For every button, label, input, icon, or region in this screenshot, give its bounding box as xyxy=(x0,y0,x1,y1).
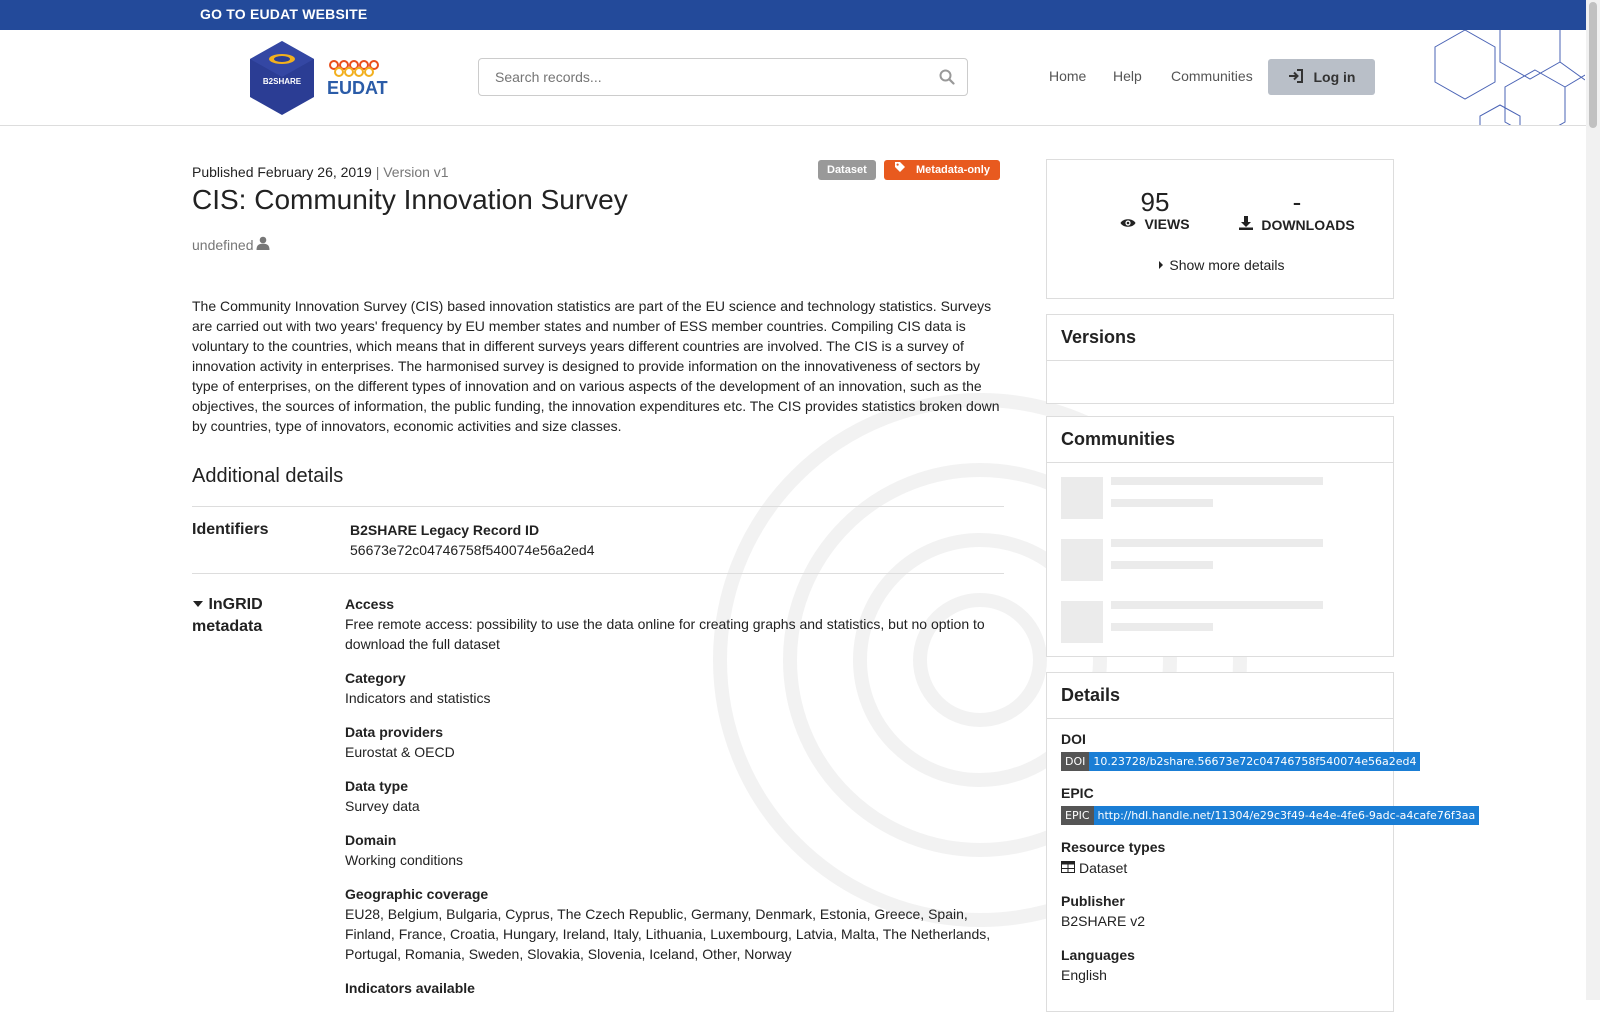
field-key: Category xyxy=(345,670,406,686)
b2share-eudat-logo[interactable] xyxy=(248,39,393,122)
metadata-only-badge xyxy=(884,160,1000,180)
search-box xyxy=(478,58,968,96)
table-icon xyxy=(1061,860,1075,876)
ingrid-metadata-fields xyxy=(345,594,995,1012)
language-value: English xyxy=(1061,967,1107,983)
sign-in-icon xyxy=(1288,69,1304,86)
tag-icon xyxy=(894,160,906,180)
eudat-website-link[interactable]: GO TO EUDAT WEBSITE xyxy=(200,6,368,22)
identifier-value: 56673e72c04746758f540074e56a2ed4 xyxy=(350,542,595,558)
communities-panel xyxy=(1046,416,1394,657)
additional-details-heading: Additional details xyxy=(192,465,344,487)
caret-down-icon xyxy=(192,596,208,613)
field-key: Indicators available xyxy=(345,980,475,996)
ingrid-metadata-label: InGRID metadata xyxy=(192,596,263,635)
field-key: Domain xyxy=(345,832,397,848)
metadata-field-geographic-coverage xyxy=(345,884,995,964)
record-description: The Community Innovation Survey (CIS) based innovation statistics are part of the EU science and technology statistics. Surveys are carried out with two years' frequency by EU member states and number of ESS member countries. Compiling CIS data is voluntary to the countries, which means that in different surveys years different countries are involved. The CIS is a survey of innovation activity in enterprises. The harmonised survey is designed to provide information on the innovativeness of sectors by type of enterprises, on the different types of innovation and on various aspects of the development of an innovation, such as the objectives, the sources of information, the public funding, the innovation expenditures etc. The CIS provides statistics broken down by countries, type of innovators, economic activities and size classes. xyxy=(192,298,1000,434)
epic-value: http://hdl.handle.net/11304/e29c3f49-4e4e-4fe6-9adc-a4cafe76f3aa xyxy=(1094,806,1480,825)
communities-title: Communities xyxy=(1047,417,1393,463)
versions-title: Versions xyxy=(1047,315,1393,361)
user-icon xyxy=(256,236,270,253)
nav-help[interactable]: Help xyxy=(1113,68,1142,84)
doi-label: DOI xyxy=(1061,731,1086,747)
dataset-badge: Dataset xyxy=(818,160,876,180)
doi-value: 10.23728/b2share.56673e72c04746758f540074e56a2ed4 xyxy=(1089,752,1420,771)
epic-badge[interactable] xyxy=(1061,806,1479,825)
field-value: Indicators and statistics xyxy=(345,690,491,706)
divider xyxy=(192,573,1004,574)
record-title: CIS: Community Innovation Survey xyxy=(192,184,628,215)
metadata-only-label: Metadata-only xyxy=(916,164,990,176)
field-value: Free remote access: possibility to use the data online for creating graphs and statistics, but no option to download the full dataset xyxy=(345,616,985,652)
metadata-field-category xyxy=(345,668,995,708)
views-label: VIEWS xyxy=(1144,216,1190,232)
identifier-block xyxy=(350,520,594,560)
creator xyxy=(192,236,270,253)
metadata-field-data-providers xyxy=(345,722,995,762)
show-more-details[interactable] xyxy=(1047,257,1395,273)
nav-home[interactable]: Home xyxy=(1049,68,1087,84)
views-stat xyxy=(1085,188,1225,232)
search-input[interactable] xyxy=(493,59,937,95)
publication-info xyxy=(192,164,449,180)
stats-panel xyxy=(1046,159,1394,299)
field-key: Access xyxy=(345,596,395,612)
search-icon[interactable] xyxy=(939,69,955,90)
details-title: Details xyxy=(1047,673,1393,719)
page-scrollbar[interactable] xyxy=(1586,0,1600,1000)
resource-type xyxy=(1061,860,1127,876)
scrollbar-thumb[interactable] xyxy=(1589,2,1597,128)
publisher-value: B2SHARE v2 xyxy=(1061,913,1146,929)
top-bar xyxy=(0,0,1600,30)
creator-name: undefined xyxy=(192,236,254,253)
field-key: Data type xyxy=(345,778,409,794)
downloads-label: DOWNLOADS xyxy=(1261,216,1355,233)
svg-text:EUDAT: EUDAT xyxy=(327,78,388,98)
doi-badge[interactable] xyxy=(1061,752,1420,771)
login-label: Log in xyxy=(1313,69,1356,85)
eye-icon xyxy=(1120,216,1136,232)
publisher-label: Publisher xyxy=(1061,893,1125,909)
ingrid-metadata-toggle[interactable] xyxy=(192,594,312,638)
login-button[interactable] xyxy=(1268,59,1375,95)
nav-communities[interactable]: Communities xyxy=(1171,68,1253,84)
epic-tag: EPIC xyxy=(1061,806,1094,825)
field-key: Data providers xyxy=(345,724,444,740)
resource-type-value: Dataset xyxy=(1079,860,1128,876)
versions-panel xyxy=(1046,314,1394,404)
download-icon xyxy=(1239,216,1253,233)
svg-text:B2SHARE: B2SHARE xyxy=(262,77,302,86)
identifier-key: B2SHARE Legacy Record ID xyxy=(350,522,540,538)
downloads-count: - xyxy=(1292,187,1302,217)
languages-label: Languages xyxy=(1061,947,1135,963)
metadata-field-access xyxy=(345,594,995,654)
metadata-field-indicators-available xyxy=(345,978,995,998)
downloads-label-row xyxy=(1227,216,1367,233)
version-label: | Version v1 xyxy=(375,164,449,180)
metadata-field-domain xyxy=(345,830,995,870)
show-more-label: Show more details xyxy=(1169,257,1285,273)
metadata-field-data-type xyxy=(345,776,995,816)
published-date: Published February 26, 2019 xyxy=(192,164,372,180)
field-value: Survey data xyxy=(345,798,420,814)
details-panel xyxy=(1046,672,1476,1012)
caret-right-icon xyxy=(1157,257,1169,273)
resource-types-label: Resource types xyxy=(1061,839,1166,855)
field-value: Working conditions xyxy=(345,852,464,868)
field-value: Eurostat & OECD xyxy=(345,744,455,760)
hexagon-decoration xyxy=(1425,30,1585,130)
views-count: 95 xyxy=(1140,187,1170,217)
field-value: EU28, Belgium, Bulgaria, Cyprus, The Czech Republic, Germany, Denmark, Estonia, Greece, Spain, Finland, France, Croatia, Hungary, Ireland, Italy, Lithuania, Luxembourg, Latvia, Malta, The Netherlands, Portugal, Romania, Sweden, Slovakia, Slovenia, Iceland, Other, Norway xyxy=(345,906,991,962)
field-key: Geographic coverage xyxy=(345,886,489,902)
downloads-stat xyxy=(1227,188,1367,233)
doi-tag: DOI xyxy=(1061,752,1089,771)
epic-label: EPIC xyxy=(1061,785,1094,801)
divider xyxy=(192,506,1004,507)
views-label-row xyxy=(1085,216,1225,232)
identifiers-label: Identifiers xyxy=(192,521,269,538)
header xyxy=(0,30,1600,126)
